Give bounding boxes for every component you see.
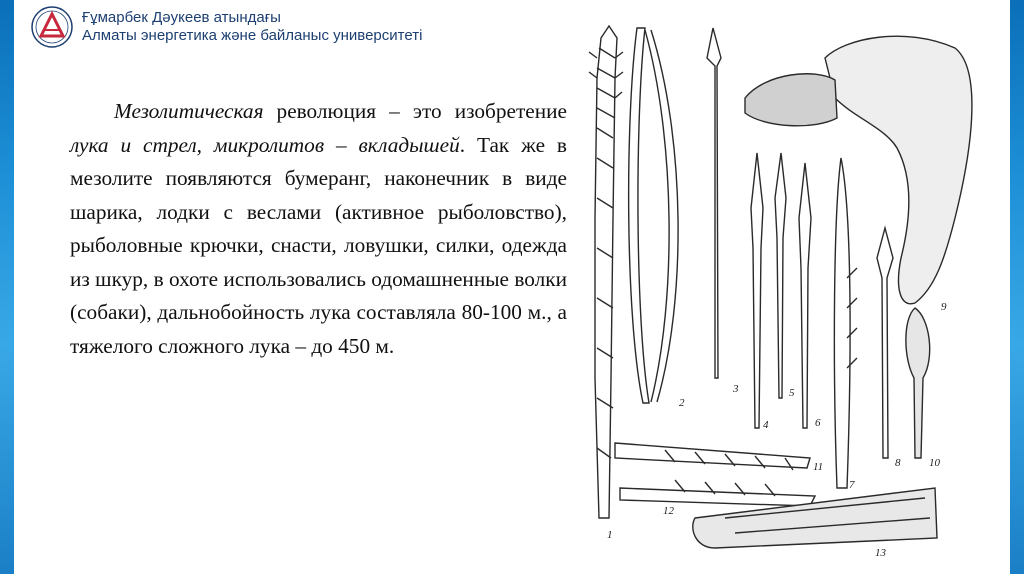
artifact-illustration bbox=[585, 18, 985, 574]
artifact-3-spear bbox=[707, 28, 721, 378]
label-9: 9 bbox=[941, 301, 947, 313]
term-mesolithic: Мезолитическая bbox=[114, 99, 264, 123]
header bbox=[30, 4, 422, 50]
label-11: 11 bbox=[813, 461, 824, 473]
label-5: 5 bbox=[789, 387, 795, 399]
artifact-1-harpoon bbox=[595, 26, 617, 518]
term-bow-arrows: лука и стрел, микролитов – вкладышей bbox=[70, 132, 460, 157]
artifact-8-point bbox=[877, 228, 893, 458]
artifact-7-barbed-point bbox=[834, 158, 850, 488]
label-8: 8 bbox=[895, 457, 901, 469]
artifact-11-harpoon bbox=[615, 443, 810, 468]
artifact-2-bow bbox=[629, 28, 649, 403]
artifact-12-harpoon bbox=[620, 488, 815, 506]
label-3: 3 bbox=[733, 383, 739, 395]
header-text bbox=[82, 9, 422, 45]
right-accent-stripe bbox=[1010, 0, 1024, 574]
body-paragraph bbox=[70, 95, 567, 363]
university-name-line2: Алматы энергетика және байланыс университеті bbox=[82, 27, 423, 44]
artifact-5-point bbox=[775, 153, 786, 398]
label-1: 1 bbox=[607, 529, 613, 541]
label-7: 7 bbox=[849, 479, 855, 491]
university-logo-icon bbox=[30, 5, 74, 49]
axe-stone-blade bbox=[745, 74, 837, 126]
label-2: 2 bbox=[679, 397, 685, 409]
label-12: 12 bbox=[663, 505, 674, 517]
label-10: 10 bbox=[929, 457, 940, 469]
body-text-a: революция – это изобретение bbox=[263, 99, 567, 123]
label-6: 6 bbox=[815, 417, 821, 429]
university-name-line1: Ғұмарбек Дәукеев атындағы bbox=[82, 9, 281, 26]
body-text-b: . Так же в мезолите появляются бумеранг, наконечник в виде шарика, лодки с веслами (активное рыболовство), рыболовные крючки, снасти, ловушки, силки, одежда из шкур, в охоте использовались одомашненные волки (собаки), дальнобойность лука составляла 80-100 м., а тяжелого сложного лука – до 450 м. bbox=[70, 132, 567, 358]
artifact-4-point bbox=[751, 153, 763, 428]
artifact-6-point bbox=[799, 163, 811, 428]
artifact-10-spoon bbox=[906, 308, 930, 458]
label-4: 4 bbox=[763, 419, 769, 431]
artifacts-drawing bbox=[585, 18, 985, 574]
artifact-9-hafted-axe bbox=[825, 36, 972, 304]
label-13: 13 bbox=[875, 547, 886, 559]
left-accent-stripe bbox=[0, 0, 14, 574]
